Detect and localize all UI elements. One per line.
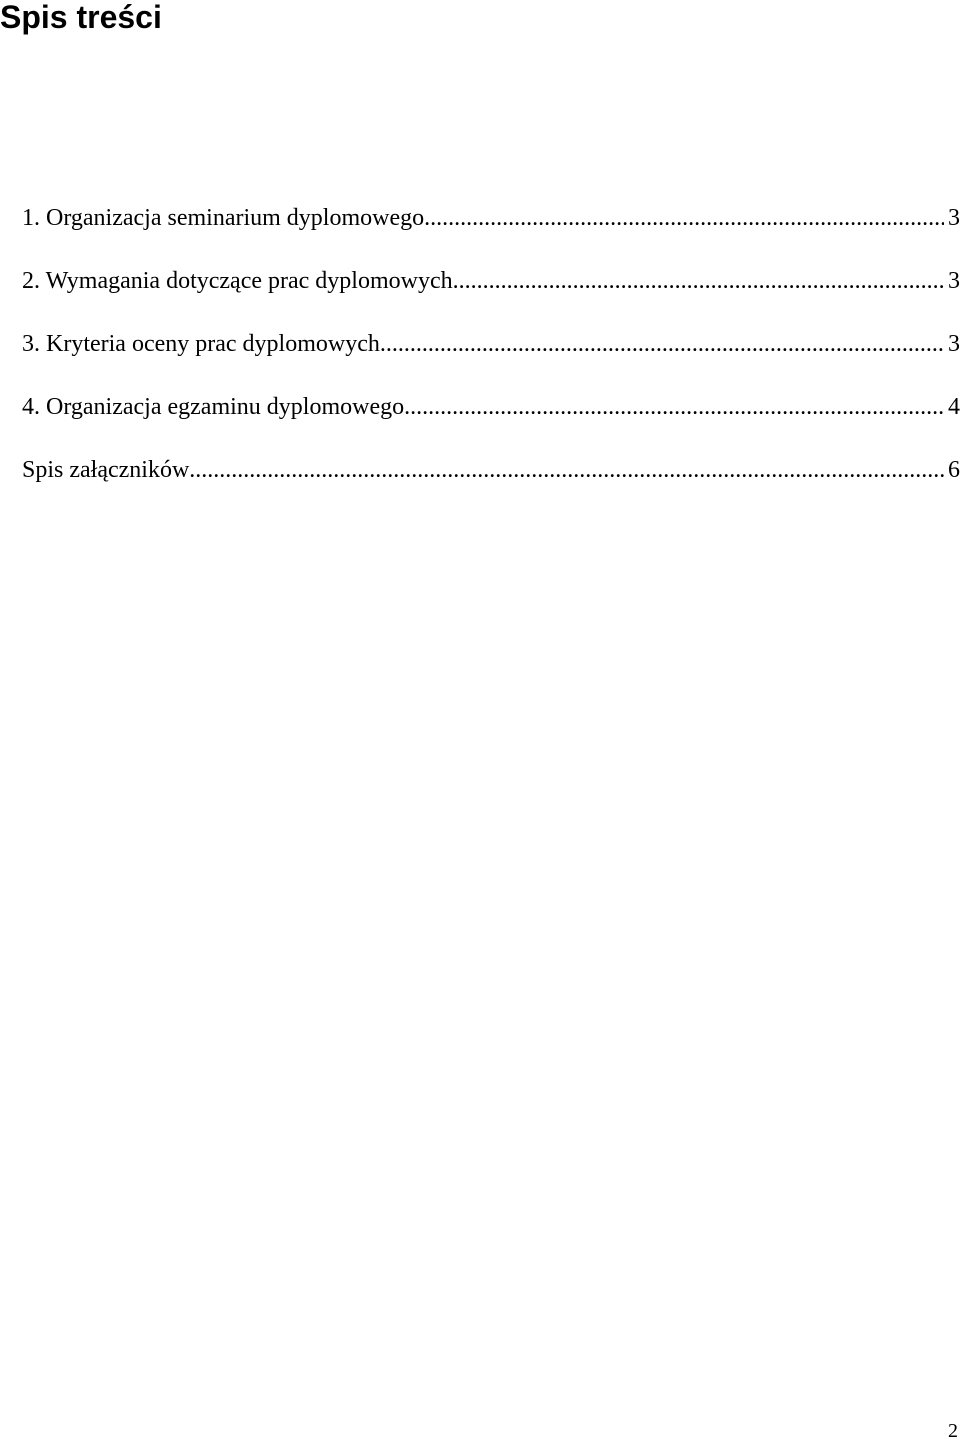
toc-entry-label: 2. Wymagania dotyczące prac dyplomowych (22, 268, 453, 294)
toc-entry[interactable] (22, 328, 960, 360)
toc-entry[interactable] (22, 454, 960, 486)
toc-entry[interactable] (22, 391, 960, 423)
toc-entry-label: 1. Organizacja seminarium dyplomowego (22, 205, 425, 231)
toc-dot-leader (380, 328, 944, 360)
toc-dot-leader (189, 454, 944, 486)
toc-dot-leader (404, 391, 944, 423)
toc-entry[interactable] (22, 202, 960, 234)
page-number: 2 (948, 1420, 958, 1442)
toc-dot-leader (424, 202, 944, 234)
toc-entry-page: 3 (948, 205, 960, 231)
toc-entry-page: 3 (948, 331, 960, 357)
toc-entry-label: Spis załączników (22, 457, 190, 483)
toc-entry-page: 6 (948, 457, 960, 483)
toc-entry-page: 3 (948, 268, 960, 294)
toc-entry-label: 3. Kryteria oceny prac dyplomowych (22, 331, 380, 357)
toc-entry[interactable] (22, 265, 960, 297)
toc-entry-page: 4 (948, 394, 960, 420)
table-of-contents (22, 202, 960, 486)
page-title: Spis treści (0, 0, 162, 35)
toc-entry-label: 4. Organizacja egzaminu dyplomowego (22, 394, 405, 420)
toc-dot-leader (453, 265, 944, 297)
